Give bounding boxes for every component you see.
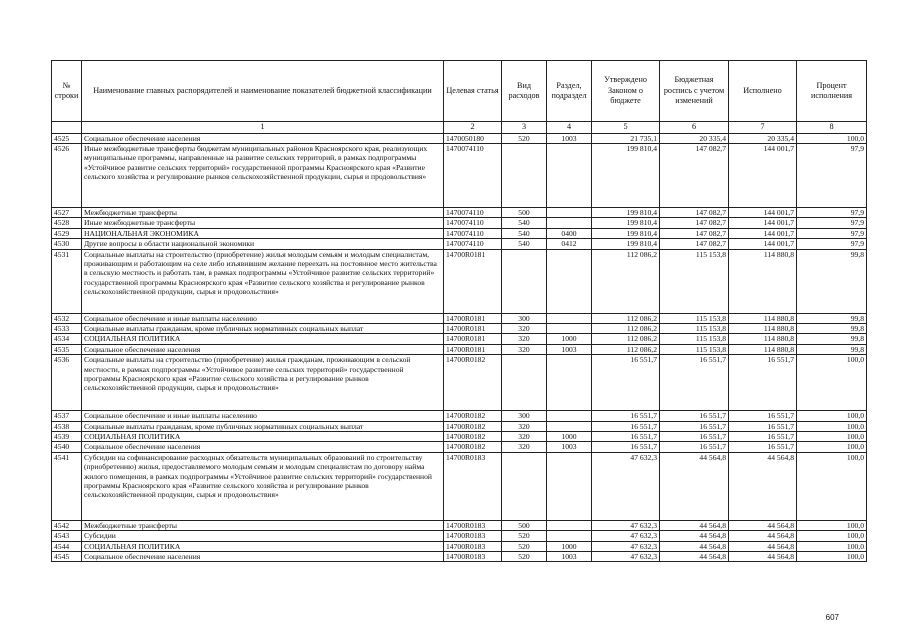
approved-amount: 47 632,3	[592, 520, 660, 530]
approved-amount: 47 632,3	[592, 541, 660, 551]
executed-amount: 114 880,8	[729, 323, 797, 333]
header-row-no: № строки	[52, 61, 82, 122]
approved-amount: 199 810,4	[592, 239, 660, 249]
indicator-name: Социальные выплаты на строительство (приобретение) жилья молодым семьям и молодым специалистам, проживающим и работающим на селе либо изъявившим желание переехать на постоянное место жительства в сельскую местность и работать там, в рамках подпрограммы «Устойчивое развитие сельских территорий» государственной программы Красноярского края «Развитие сельского хозяйства и регулирование рынков сельскохозяйственной продукции, сырья и продовольствия»	[82, 249, 444, 313]
target-article: 14700R0181	[444, 344, 502, 354]
target-article: 14700R0182	[444, 442, 502, 452]
target-article: 14700R0182	[444, 355, 502, 411]
section-code	[547, 531, 592, 541]
execution-percent: 97,9	[797, 239, 867, 249]
expense-type: 300	[502, 313, 547, 323]
expense-type: 320	[502, 421, 547, 431]
target-article: 1470050180	[444, 133, 502, 143]
approved-amount: 199 810,4	[592, 228, 660, 238]
approved-amount: 199 810,4	[592, 143, 660, 207]
target-article: 14700R0182	[444, 421, 502, 431]
expense-type	[502, 249, 547, 313]
column-number: 6	[660, 122, 729, 134]
table-row	[52, 355, 867, 411]
target-article: 14700R0183	[444, 520, 502, 530]
row-number: 4526	[52, 143, 82, 207]
header-approved: Утверждено Законом о бюджете	[592, 61, 660, 122]
section-code	[547, 218, 592, 228]
target-article: 14700R0183	[444, 531, 502, 541]
section-code	[547, 411, 592, 421]
executed-amount: 16 551,7	[729, 421, 797, 431]
indicator-name: Социальные выплаты на строительство (приобретение) жилья гражданам, проживающим в сельской местности, в рамках подпрограммы «Устойчивое развитие сельских территорий» государственной программы Красноярского края «Развитие сельского хозяйства и регулирование рынков сельскохозяйственной продукции, сырья и продовольствия»	[82, 355, 444, 411]
budget-list-amount: 115 153,8	[660, 334, 729, 344]
table-row	[52, 411, 867, 421]
section-code: 1003	[547, 344, 592, 354]
budget-list-amount: 44 564,8	[660, 541, 729, 551]
execution-percent: 100,0	[797, 531, 867, 541]
budget-list-amount: 147 082,7	[660, 143, 729, 207]
executed-amount: 144 001,7	[729, 228, 797, 238]
expense-type: 540	[502, 239, 547, 249]
section-code	[547, 323, 592, 333]
indicator-name: Иные межбюджетные трансферты	[82, 218, 444, 228]
execution-percent: 99,8	[797, 249, 867, 313]
executed-amount: 144 001,7	[729, 218, 797, 228]
executed-amount: 44 564,8	[729, 541, 797, 551]
section-code: 1000	[547, 334, 592, 344]
approved-amount: 199 810,4	[592, 218, 660, 228]
execution-percent: 100,0	[797, 442, 867, 452]
expense-type: 540	[502, 218, 547, 228]
table-row	[52, 207, 867, 217]
section-code	[547, 313, 592, 323]
table-row	[52, 323, 867, 333]
budget-execution-table	[51, 60, 867, 562]
execution-percent: 99,8	[797, 344, 867, 354]
budget-list-amount: 147 082,7	[660, 218, 729, 228]
row-number: 4534	[52, 334, 82, 344]
column-number: 2	[444, 122, 502, 134]
approved-amount: 21 735,1	[592, 133, 660, 143]
execution-percent: 100,0	[797, 133, 867, 143]
section-code	[547, 143, 592, 207]
indicator-name: Субсидии	[82, 531, 444, 541]
table-row	[52, 228, 867, 238]
expense-type: 540	[502, 228, 547, 238]
expense-type: 320	[502, 334, 547, 344]
approved-amount: 47 632,3	[592, 531, 660, 541]
executed-amount: 44 564,8	[729, 531, 797, 541]
target-article: 14700R0181	[444, 313, 502, 323]
column-number: 5	[592, 122, 660, 134]
executed-amount: 114 880,8	[729, 313, 797, 323]
column-number: 7	[729, 122, 797, 134]
executed-amount: 16 551,7	[729, 355, 797, 411]
table-row	[52, 334, 867, 344]
execution-percent: 97,9	[797, 228, 867, 238]
executed-amount: 144 001,7	[729, 143, 797, 207]
target-article: 1470074110	[444, 218, 502, 228]
target-article: 14700R0181	[444, 334, 502, 344]
expense-type: 520	[502, 552, 547, 562]
execution-percent: 100,0	[797, 552, 867, 562]
approved-amount: 112 086,2	[592, 323, 660, 333]
expense-type: 520	[502, 541, 547, 551]
execution-percent: 97,9	[797, 207, 867, 217]
execution-percent: 100,0	[797, 421, 867, 431]
row-number: 4531	[52, 249, 82, 313]
header-name: Наименование главных распорядителей и наименование показателей бюджетной классификации	[82, 61, 444, 122]
table-row	[52, 421, 867, 431]
table-row	[52, 431, 867, 441]
row-number: 4527	[52, 207, 82, 217]
indicator-name: Иные межбюджетные трансферты бюджетам муниципальных районов Красноярского края, реализующих муниципальные программы, направленные на развитие сельских территорий, в рамках подпрограммы «Устойчивое развитие сельских территорий» государственной программы Красноярского края «Развитие сельского хозяйства и регулирование рынков сельскохозяйственной продукции, сырья и продовольствия»	[82, 143, 444, 207]
table-row	[52, 552, 867, 562]
approved-amount: 16 551,7	[592, 442, 660, 452]
row-number: 4532	[52, 313, 82, 323]
executed-amount: 44 564,8	[729, 552, 797, 562]
expense-type: 500	[502, 520, 547, 530]
executed-amount: 114 880,8	[729, 334, 797, 344]
budget-list-amount: 147 082,7	[660, 228, 729, 238]
indicator-name: Социальные выплаты гражданам, кроме публичных нормативных социальных выплат	[82, 323, 444, 333]
budget-list-amount: 20 335,4	[660, 133, 729, 143]
header-target: Целевая статья	[444, 61, 502, 122]
column-number: 1	[82, 122, 444, 134]
executed-amount: 20 335,4	[729, 133, 797, 143]
indicator-name: СОЦИАЛЬНАЯ ПОЛИТИКА	[82, 431, 444, 441]
target-article: 14700R0182	[444, 431, 502, 441]
expense-type: 520	[502, 133, 547, 143]
executed-amount: 16 551,7	[729, 411, 797, 421]
header-expense-type: Вид расходов	[502, 61, 547, 122]
section-code: 1003	[547, 133, 592, 143]
row-number: 4541	[52, 452, 82, 520]
row-number: 4529	[52, 228, 82, 238]
header-percent: Процент исполнения	[797, 61, 867, 122]
approved-amount: 112 086,2	[592, 334, 660, 344]
section-code	[547, 520, 592, 530]
budget-list-amount: 115 153,8	[660, 323, 729, 333]
indicator-name: СОЦИАЛЬНАЯ ПОЛИТИКА	[82, 541, 444, 551]
indicator-name: Социальное обеспечение населения	[82, 133, 444, 143]
expense-type: 520	[502, 531, 547, 541]
target-article: 14700R0183	[444, 552, 502, 562]
executed-amount: 114 880,8	[729, 344, 797, 354]
target-article: 14700R0182	[444, 411, 502, 421]
budget-list-amount: 44 564,8	[660, 552, 729, 562]
table-row	[52, 520, 867, 530]
row-number: 4539	[52, 431, 82, 441]
row-number: 4525	[52, 133, 82, 143]
executed-amount: 114 880,8	[729, 249, 797, 313]
indicator-name: НАЦИОНАЛЬНАЯ ЭКОНОМИКА	[82, 228, 444, 238]
table-row	[52, 541, 867, 551]
execution-percent: 100,0	[797, 452, 867, 520]
table-row	[52, 313, 867, 323]
executed-amount: 44 564,8	[729, 452, 797, 520]
executed-amount: 144 001,7	[729, 239, 797, 249]
budget-list-amount: 16 551,7	[660, 421, 729, 431]
approved-amount: 16 551,7	[592, 355, 660, 411]
indicator-name: СОЦИАЛЬНАЯ ПОЛИТИКА	[82, 334, 444, 344]
table-row	[52, 218, 867, 228]
table-row	[52, 452, 867, 520]
expense-type: 320	[502, 344, 547, 354]
row-number: 4537	[52, 411, 82, 421]
table-row	[52, 143, 867, 207]
section-code	[547, 355, 592, 411]
row-number: 4536	[52, 355, 82, 411]
section-code	[547, 452, 592, 520]
table-row	[52, 249, 867, 313]
section-code	[547, 249, 592, 313]
execution-percent: 100,0	[797, 411, 867, 421]
budget-list-amount: 44 564,8	[660, 452, 729, 520]
execution-percent: 100,0	[797, 431, 867, 441]
indicator-name: Субсидии на софинансирование расходных обязательств муниципальных образований по строительству (приобретению) жилья, предоставляемого молодым семьям и молодым специалистам по договору найма жилого помещения, в рамках подпрограммы «Устойчивое развитие сельских территорий» государственной программы Красноярского края «Развитие сельского хозяйства и регулирование рынков сельскохозяйственной продукции, сырья и продовольствия»	[82, 452, 444, 520]
column-number-row	[52, 122, 867, 134]
execution-percent: 100,0	[797, 520, 867, 530]
row-number: 4530	[52, 239, 82, 249]
header-budget-list: Бюджетная роспись с учетом изменений	[660, 61, 729, 122]
approved-amount: 16 551,7	[592, 411, 660, 421]
budget-list-amount: 115 153,8	[660, 313, 729, 323]
row-number: 4544	[52, 541, 82, 551]
expense-type: 320	[502, 323, 547, 333]
header-section: Раздел, подраздел	[547, 61, 592, 122]
section-code: 0412	[547, 239, 592, 249]
indicator-name: Социальное обеспечение и иные выплаты населению	[82, 411, 444, 421]
target-article: 14700R0181	[444, 249, 502, 313]
table-row	[52, 442, 867, 452]
indicator-name: Другие вопросы в области национальной экономики	[82, 239, 444, 249]
budget-list-amount: 16 551,7	[660, 431, 729, 441]
section-code	[547, 207, 592, 217]
budget-list-amount: 147 082,7	[660, 239, 729, 249]
target-article: 1470074110	[444, 239, 502, 249]
indicator-name: Социальное обеспечение населения	[82, 344, 444, 354]
indicator-name: Социальное обеспечение населения	[82, 442, 444, 452]
approved-amount: 47 632,3	[592, 452, 660, 520]
expense-type	[502, 355, 547, 411]
budget-list-amount: 147 082,7	[660, 207, 729, 217]
target-article: 14700R0183	[444, 452, 502, 520]
budget-list-amount: 16 551,7	[660, 411, 729, 421]
row-number: 4535	[52, 344, 82, 354]
execution-percent: 99,8	[797, 334, 867, 344]
execution-percent: 100,0	[797, 541, 867, 551]
row-number: 4533	[52, 323, 82, 333]
approved-amount: 16 551,7	[592, 421, 660, 431]
budget-list-amount: 115 153,8	[660, 249, 729, 313]
section-code: 1003	[547, 552, 592, 562]
executed-amount: 44 564,8	[729, 520, 797, 530]
execution-percent: 99,8	[797, 313, 867, 323]
indicator-name: Социальные выплаты гражданам, кроме публичных нормативных социальных выплат	[82, 421, 444, 431]
table-row	[52, 344, 867, 354]
executed-amount: 144 001,7	[729, 207, 797, 217]
execution-percent: 100,0	[797, 355, 867, 411]
row-number: 4540	[52, 442, 82, 452]
page-number: 607	[825, 613, 839, 622]
column-number: 8	[797, 122, 867, 134]
target-article: 1470074110	[444, 207, 502, 217]
expense-type: 500	[502, 207, 547, 217]
expense-type: 320	[502, 442, 547, 452]
section-code: 1000	[547, 431, 592, 441]
row-number: 4528	[52, 218, 82, 228]
section-code	[547, 421, 592, 431]
approved-amount: 199 810,4	[592, 207, 660, 217]
execution-percent: 97,9	[797, 143, 867, 207]
table-row	[52, 239, 867, 249]
section-code: 0400	[547, 228, 592, 238]
section-code: 1003	[547, 442, 592, 452]
column-number	[52, 122, 82, 134]
approved-amount: 16 551,7	[592, 431, 660, 441]
execution-percent: 99,8	[797, 323, 867, 333]
indicator-name: Межбюджетные трансферты	[82, 520, 444, 530]
target-article: 14700R0183	[444, 541, 502, 551]
table-body	[52, 133, 867, 562]
target-article: 14700R0181	[444, 323, 502, 333]
expense-type: 300	[502, 411, 547, 421]
target-article: 1470074110	[444, 143, 502, 207]
indicator-name: Межбюджетные трансферты	[82, 207, 444, 217]
executed-amount: 16 551,7	[729, 431, 797, 441]
indicator-name: Социальное обеспечение населения	[82, 552, 444, 562]
header-row	[52, 61, 867, 122]
header-executed: Исполнено	[729, 61, 797, 122]
row-number: 4543	[52, 531, 82, 541]
budget-list-amount: 115 153,8	[660, 344, 729, 354]
approved-amount: 47 632,3	[592, 552, 660, 562]
approved-amount: 112 086,2	[592, 313, 660, 323]
target-article: 1470074110	[444, 228, 502, 238]
budget-list-amount: 44 564,8	[660, 520, 729, 530]
budget-list-amount: 16 551,7	[660, 355, 729, 411]
budget-list-amount: 44 564,8	[660, 531, 729, 541]
section-code: 1000	[547, 541, 592, 551]
row-number: 4538	[52, 421, 82, 431]
table-row	[52, 531, 867, 541]
approved-amount: 112 086,2	[592, 344, 660, 354]
indicator-name: Социальное обеспечение и иные выплаты населению	[82, 313, 444, 323]
budget-list-amount: 16 551,7	[660, 442, 729, 452]
row-number: 4545	[52, 552, 82, 562]
expense-type	[502, 143, 547, 207]
table-row	[52, 133, 867, 143]
expense-type	[502, 452, 547, 520]
expense-type: 320	[502, 431, 547, 441]
column-number: 3	[502, 122, 547, 134]
approved-amount: 112 086,2	[592, 249, 660, 313]
row-number: 4542	[52, 520, 82, 530]
column-number: 4	[547, 122, 592, 134]
execution-percent: 97,9	[797, 218, 867, 228]
executed-amount: 16 551,7	[729, 442, 797, 452]
